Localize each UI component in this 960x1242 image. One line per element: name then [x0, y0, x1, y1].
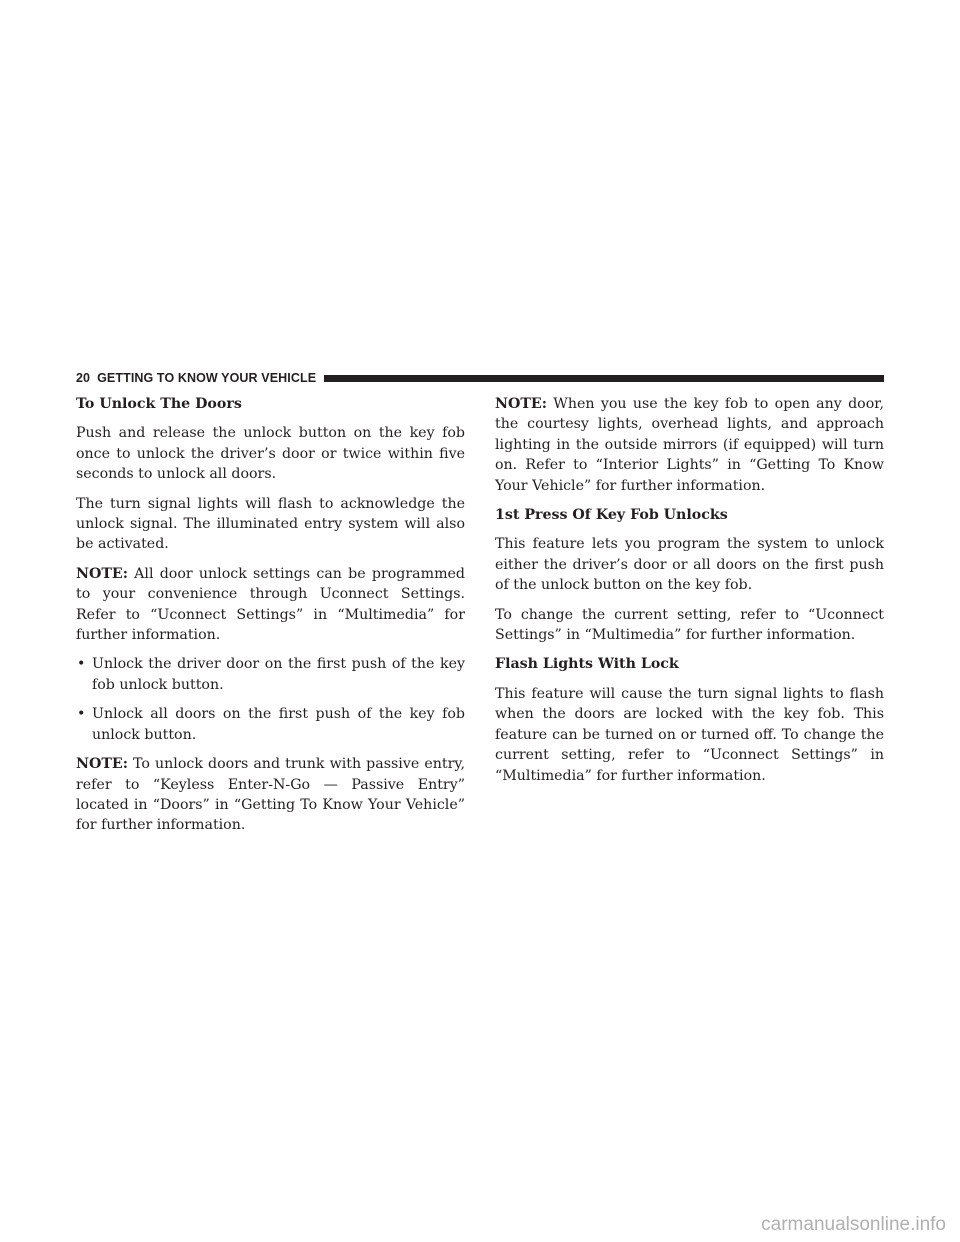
list-item [76, 654, 465, 695]
heading-flash-lights: Flash Lights With Lock [495, 656, 679, 673]
paragraph: The turn signal lights will flash to acknowledge the unlock signal. The illuminated entry system will also be activated. [76, 495, 465, 553]
paragraph: Push and release the unlock button on the key fob once to unlock the driver’s door or twice within five seconds to unlock all doors. [76, 425, 465, 483]
heading-first-press: 1st Press Of Key Fob Unlocks [495, 507, 728, 524]
paragraph: This feature lets you program the system to unlock either the driver’s door or all doors on the first push of the unlock button on the key fob. [495, 536, 884, 594]
list-item [76, 704, 465, 745]
paragraph: To change the current setting, refer to “Uconnect Settings” in “Multimedia” for further information. [495, 606, 884, 644]
bullet-icon: • [77, 706, 86, 723]
note-text: All door unlock settings can be programmed to your convenience through Uconnect Settings. Refer to “Uconnect Settings” in “Multimedia” for further information. [76, 565, 465, 644]
heading-unlock-doors: To Unlock The Doors [76, 396, 242, 412]
bullet-icon: • [77, 656, 86, 673]
note-text: When you use the key fob to open any door, the courtesy lights, overhead lights, and approach lighting in the outside mirrors (if equipped) will turn on. Refer to “Interior Lights” in “Getting To Know Your Vehicle” for further information. [495, 396, 884, 494]
watermark: carmanualsonline.info [761, 1214, 946, 1235]
note-label: NOTE: [495, 396, 547, 412]
list-item-text: Unlock the driver door on the first push of the key fob unlock button. [92, 656, 465, 693]
note-paragraph [76, 754, 465, 836]
note-paragraph [495, 394, 884, 496]
section-title: GETTING TO KNOW YOUR VEHICLE [97, 371, 317, 385]
note-paragraph [76, 564, 465, 646]
left-column [76, 394, 465, 845]
header-rule [324, 375, 884, 382]
bullet-list [76, 654, 465, 745]
list-item-text: Unlock all doors on the first push of the key fob unlock button. [92, 706, 465, 743]
note-text: To unlock doors and trunk with passive entry, refer to “Keyless Enter-N-Go — Passive Entry” located in “Doors” in “Getting To Know Your Vehicle” for further information. [76, 756, 465, 834]
paragraph: This feature will cause the turn signal lights to flash when the doors are locked with the key fob. This feature can be turned on or turned off. To change the current setting, refer to “Uconnect Settings” in “Multimedia” for further information. [495, 685, 884, 784]
note-label: NOTE: [76, 565, 128, 582]
page-number: 20 [76, 371, 91, 385]
right-column [495, 394, 884, 795]
page-header [76, 370, 884, 386]
note-label: NOTE: [76, 756, 128, 773]
